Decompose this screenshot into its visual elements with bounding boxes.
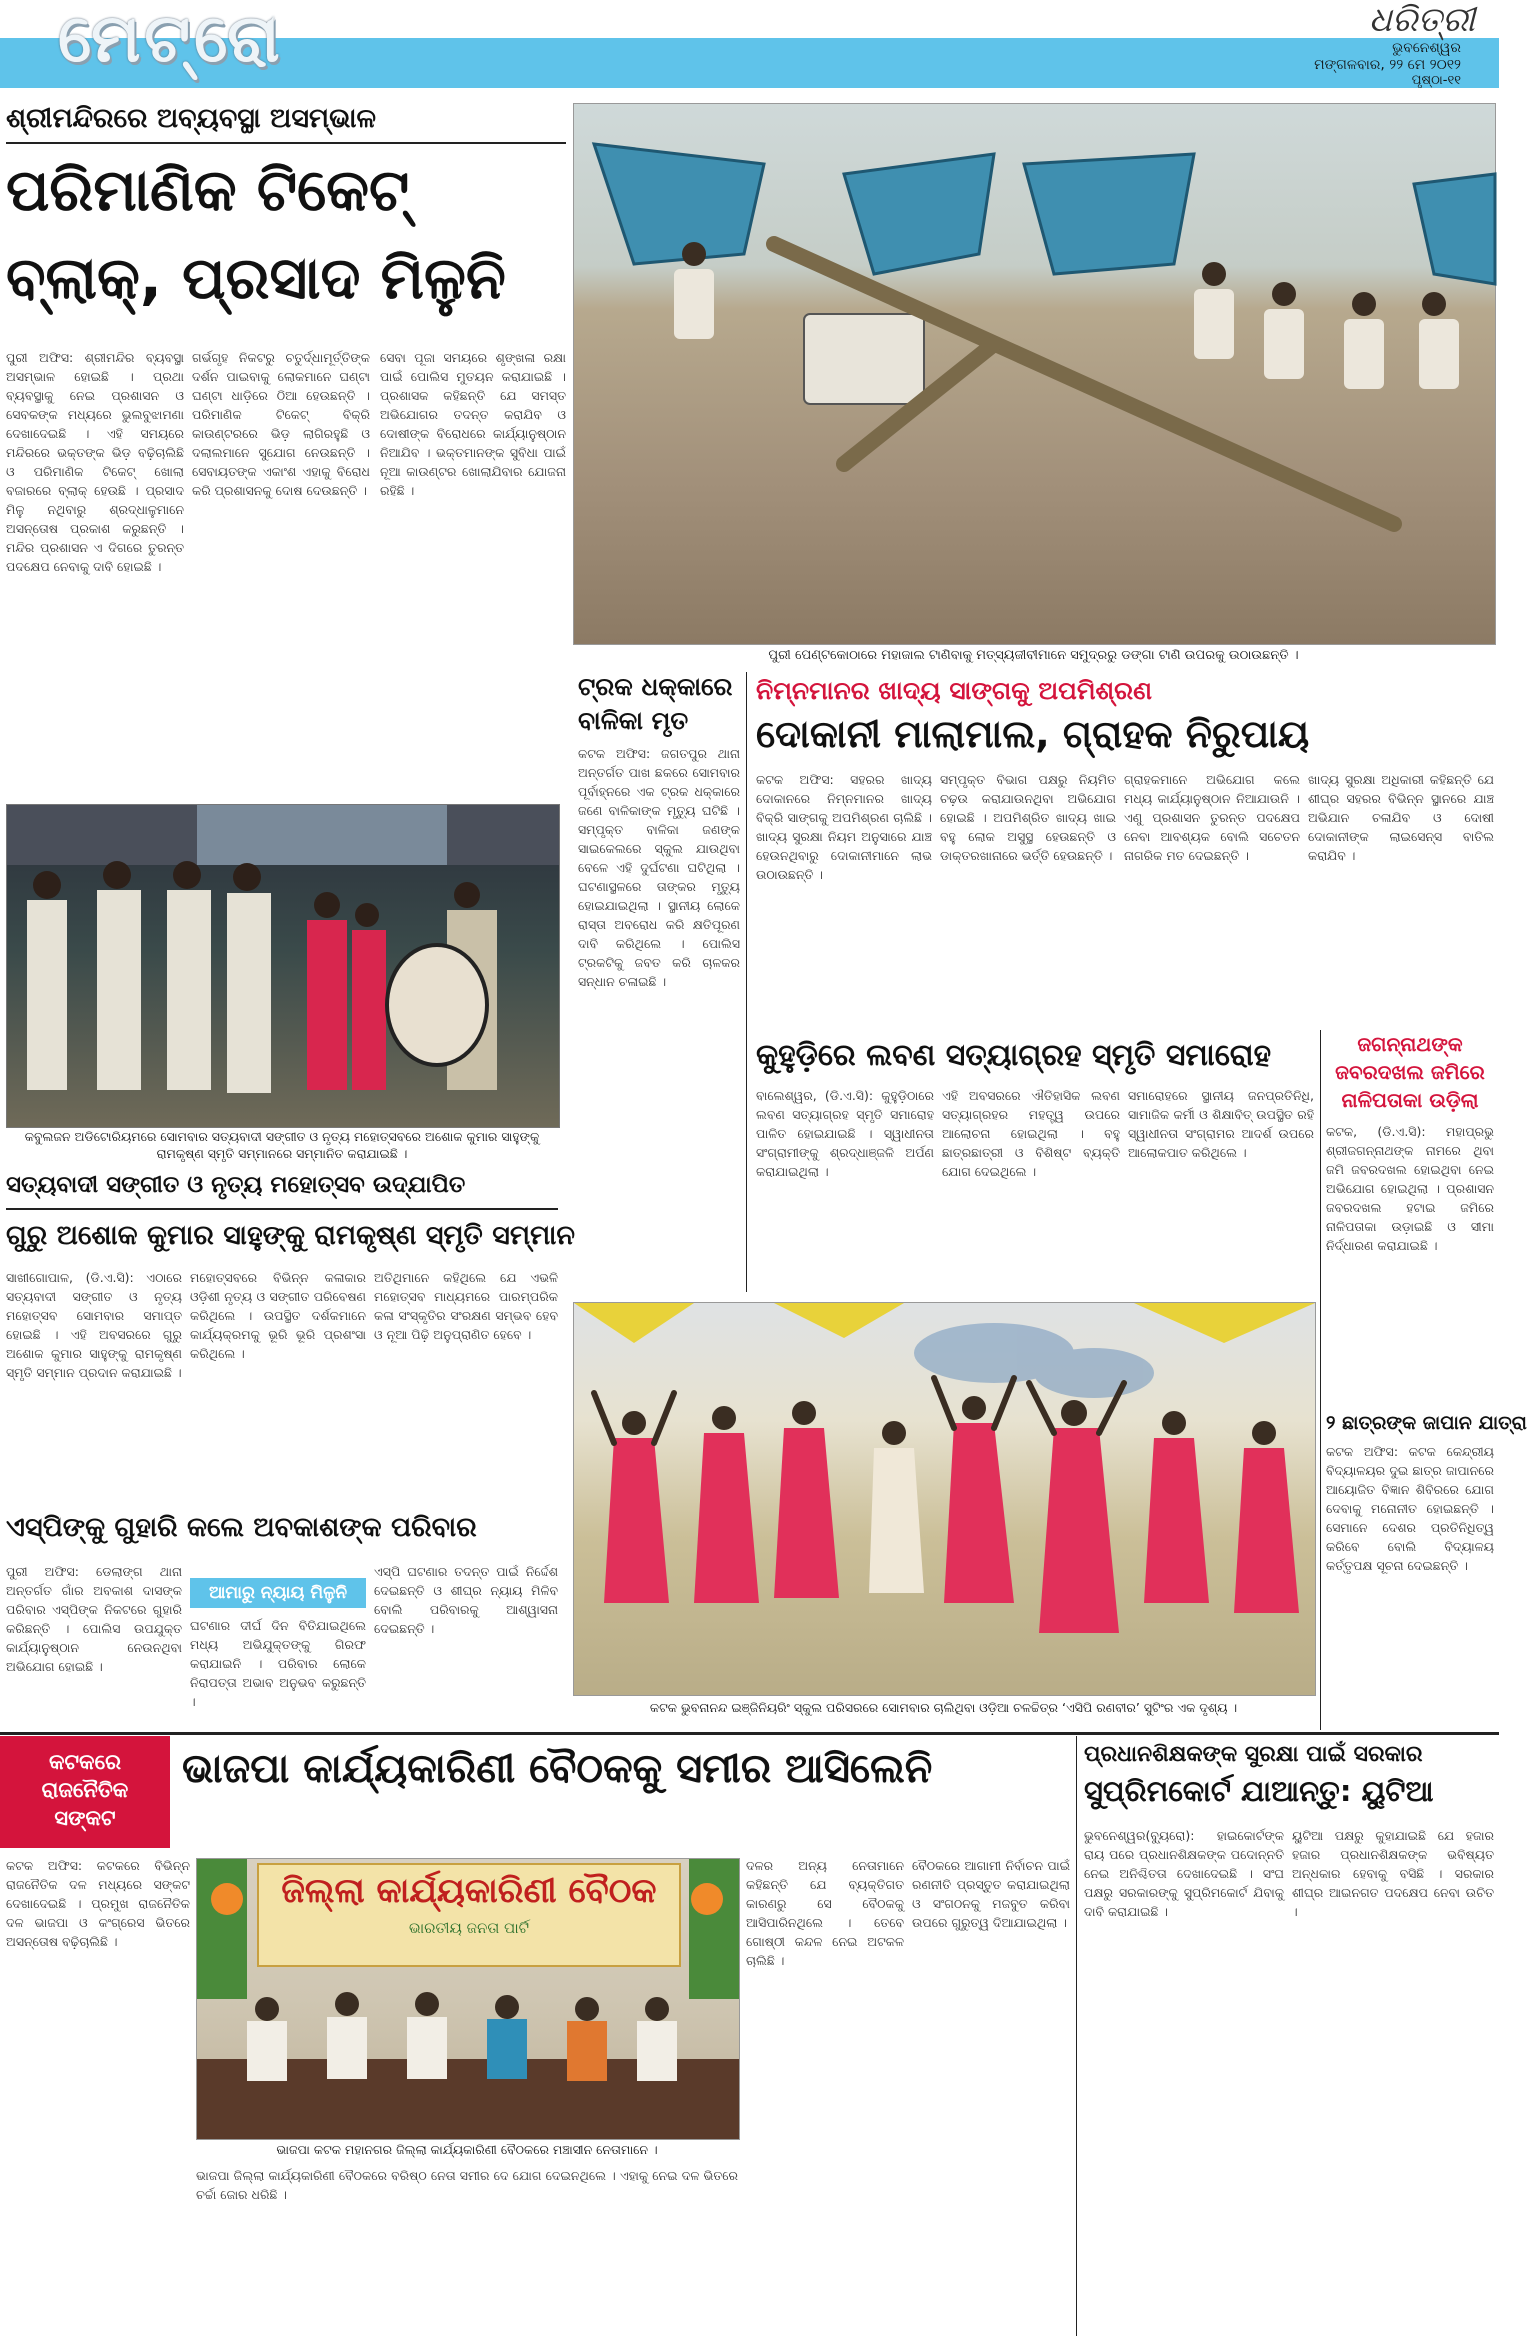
story9-flag — [0, 1736, 170, 1848]
story2-headline-line1: ଟ୍ରକ ଧକ୍କାରେ — [578, 672, 733, 701]
bjp-banner-title: ଜିଲ୍ଲା କାର୍ଯ୍ୟକାରିଣୀ ବୈଠକ — [281, 1871, 657, 1911]
story10-headline-line2: ସୁପ୍ରିମକୋର୍ଟ ଯାଆନ୍ତୁ: ୟୁଟିଆ — [1084, 1774, 1434, 1808]
story10-body-col2: ୟୁଟିଆ ପକ୍ଷରୁ କୁହାଯାଇଛି ଯେ ହଜାର ହଜାର ପ୍ରଧାନଶିକ୍ଷକଙ୍କ ଭବିଷ୍ୟତ ଅନ୍ଧକାର ହେବାକୁ ବସିଛି । ସରକାର ଶୀଘ୍ର ଆଇନଗତ ପଦକ୍ଷେପ ନେବା ଉଚିତ । — [1292, 1828, 1494, 1919]
story5-body-col1: ବାଲେଶ୍ୱର, (ଡି.ଏ.ସି): କୁହୁଡ଼ିଠାରେ ଲବଣ ସତ୍ୟାଗ୍ରହ ସ୍ମୃତି ସମାରୋହ ପାଳିତ ହୋଇଯାଇଛି । ସ୍ୱାଧୀନତା ସଂଗ୍ରାମୀଙ୍କୁ ଶ୍ରଦ୍ଧାଞ୍ଜଳି ଅର୍ପଣ କରାଯାଇଥିଲା । — [756, 1088, 934, 1179]
story9-body-col3: ଦଳର ଅନ୍ୟ ନେତାମାନେ କହିଛନ୍ତି ଯେ ବ୍ୟକ୍ତିଗତ କାରଣରୁ ସେ ବୈଠକକୁ ଆସିପାରିନଥିଲେ । ତେବେ ଗୋଷ୍ଠୀ କନ୍ଦଳ ନେଇ ଅଟକଳ ଚାଲିଛି । — [746, 1858, 904, 1968]
story9-flag-line1: କଟକରେ — [48, 1750, 122, 1774]
story4-kicker: ସତ୍ୟବାଦୀ ସଙ୍ଗୀତ ଓ ନୃତ୍ୟ ମହୋତ୍ସବ ଉଦ୍‌ଯାପିତ — [6, 1172, 466, 1198]
story1-body-col2: ଗର୍ଭଗୃହ ନିକଟରୁ ଚତୁର୍ଦ୍ଧାମୂର୍ତ୍ତିଙ୍କ ଦର୍ଶନ ପାଇବାକୁ ଲୋକମାନେ ଘଣ୍ଟା ଘଣ୍ଟା ଧାଡ଼ିରେ ଠିଆ ହେଉଛନ୍ତି । ପରିମାଣିକ ଟିକେଟ୍ ବିକ୍ରି କାଉଣ୍ଟରରେ ଭିଡ଼ ଲାଗିରହୁଛି ଓ ଦଲାଲମାନେ ସୁଯୋଗ ନେଉଛନ୍ତି । ସେବାୟତଙ୍କ ଏକାଂଶ ଏହାକୁ ବିରୋଧ କରି ପ୍ରଶାସନକୁ ଦୋଷ ଦେଉଛନ୍ତି । — [192, 350, 370, 498]
story6-kicker: ଜଗନ୍ନାଥଙ୍କ — [1357, 1032, 1463, 1056]
story8-pull-quote: ଆମାରୁ ନ୍ୟାୟ ମିଳୁନି — [190, 1578, 366, 1608]
award-ceremony-photo — [6, 804, 560, 1128]
story7-body: କଟକ ଅଫିସ: କଟକ କେନ୍ଦ୍ରୀୟ ବିଦ୍ୟାଳୟର ଦୁଇ ଛାତ୍ର ଜାପାନରେ ଆୟୋଜିତ ବିଜ୍ଞାନ ଶିବିରରେ ଯୋଗ ଦେବାକୁ ମନୋନୀତ ହୋଇଛନ୍ତି । ସେମାନେ ଦେଶର ପ୍ରତିନିଧିତ୍ୱ କରିବେ ବୋଲି ବିଦ୍ୟାଳୟ କର୍ତ୍ତୃପକ୍ଷ ସୂଚନା ଦେଇଛନ୍ତି । — [1326, 1444, 1494, 1573]
story9-headline: ଭାଜପା କାର୍ଯ୍ୟକାରିଣୀ ବୈଠକକୁ ସମୀର ଆସିଲେନି — [182, 1746, 933, 1792]
bottom-section-rule — [0, 1732, 1499, 1735]
story6-body: କଟକ, (ଡି.ଏ.ସି): ମହାପ୍ରଭୁ ଶ୍ରୀଜଗନ୍ନାଥଙ୍କ ନାମରେ ଥିବା ଜମି ଜବରଦଖଲ ହୋଇଥିବା ନେଇ ଅଭିଯୋଗ ହୋଇଥିଲା । ପ୍ରଶାସନ ଜବରଦଖଲ ହଟାଇ ଜମିରେ ନାଳିପତାକା ଉଡ଼ାଇଛି ଓ ସୀମା ନିର୍ଦ୍ଧାରଣ କରାଯାଇଛି । — [1326, 1124, 1494, 1253]
story9-body-col4: ବୈଠକରେ ଆଗାମୀ ନିର୍ବାଚନ ପାଇଁ ରଣନୀତି ପ୍ରସ୍ତୁତ କରାଯାଇଥିଲା ଓ ସଂଗଠନକୁ ମଜବୁତ କରିବା ଉପରେ ଗୁରୁତ୍ୱ ଦିଆଯାଇଥିଲା । — [912, 1858, 1070, 1930]
story8-body-col1: ପୁରୀ ଅଫିସ: ଡେଲାଙ୍ଗ ଥାନା ଅନ୍ତର୍ଗତ ଗାଁର ଅବକାଶ ଦାସଙ୍କ ପରିବାର ଏସ୍‌ପିଙ୍କ ନିକଟରେ ଗୁହାରି କରିଛନ୍ତି । ପୋଲିସ ଉପଯୁକ୍ତ କାର୍ଯ୍ୟାନୁଷ୍ଠାନ ନେଉନଥିବା ଅଭିଯୋଗ ହୋଇଛି । — [6, 1564, 182, 1674]
page-number: ପୃଷ୍ଠା-୧୧ — [1411, 73, 1461, 88]
film-shooting-photo — [573, 1302, 1316, 1696]
story4-body-col3: ଅତିଥିମାନେ କହିଥିଲେ ଯେ ଏଭଳି ମହୋତ୍ସବ ମାଧ୍ୟମରେ ପାରମ୍ପରିକ କଳା ସଂସ୍କୃତିର ସଂରକ୍ଷଣ ସମ୍ଭବ ହେବ ଓ ନୂଆ ପିଢ଼ି ଅନୁପ୍ରାଣିତ ହେବେ । — [374, 1270, 558, 1342]
story4-kicker-rule — [6, 1208, 558, 1210]
boats-photo-caption: ପୁରୀ ପେଣ୍ଟକୋଠାରେ ମହାଜାଲ ଟାଣିବାକୁ ମତ୍ସ୍ୟଜୀବୀମାନେ ସମୁଦ୍ରରୁ ଡଙ୍ଗା ଟାଣି ଉପରକୁ ଉଠାଉଛନ୍ତି । — [768, 648, 1299, 663]
story3-kicker: ନିମ୍ନମାନର ଖାଦ୍ୟ ସାଙ୍ଗକୁ ଅପମିଶ୍ରଣ — [756, 676, 1153, 705]
bjp-meeting-photo — [196, 1858, 740, 2140]
story5-headline: କୁହୁଡ଼ିରେ ଲବଣ ସତ୍ୟାଗ୍ରହ ସ୍ମୃତି ସମାରୋହ — [756, 1038, 1272, 1073]
section-title: ମେଟ୍ରୋ — [58, 0, 284, 77]
story8-headline: ଏସ୍‌ପିଙ୍କୁ ଗୁହାରି କଲେ ଅବକାଶଙ୍କ ପରିବାର — [6, 1512, 477, 1543]
award-ceremony-caption: କବୁଲଜନ ଅଡିଟୋରିୟମରେ ସୋମବାର ସତ୍ୟବାଦୀ ସଙ୍ଗୀତ ଓ ନୃତ୍ୟ ମହୋତ୍ସବରେ ଅଶୋକ କୁମାର ସାହୁଙ୍କୁ ରାମକୃଷ୍ଣ ସ୍ମୃତି ସମ୍ମାନରେ ସମ୍ମାନିତ କରାଯାଇଛି । — [24, 1129, 540, 1161]
story3-headline: ଦୋକାନୀ ମାଲାମାଲ, ଗ୍ରାହକ ନିରୁପାୟ — [756, 712, 1310, 756]
story1-kicker-rule — [6, 142, 566, 144]
story2-divider — [746, 672, 747, 1292]
dateline-city: ଭୁବନେଶ୍ୱର — [1392, 40, 1461, 56]
story1-kicker: ଶ୍ରୀମନ୍ଦିରରେ ଅବ୍ୟବସ୍ଥା ଅସମ୍ଭାଳ — [6, 103, 377, 134]
bjp-meeting-caption: ଭାଜପା କଟକ ମହାନଗର ଜିଲ୍ଲା କାର୍ଯ୍ୟକାରିଣୀ ବୈଠକରେ ମଞ୍ଚାସୀନ ନେତାମାନେ । — [276, 2142, 658, 2157]
story2-body: କଟକ ଅଫିସ: ଜଗତପୁର ଥାନା ଅନ୍ତର୍ଗତ ପାଖ ଛକରେ ସୋମବାର ପୂର୍ବାହ୍ନରେ ଏକ ଟ୍ରକ ଧକ୍କାରେ ଜଣେ ବାଳିକାଙ୍କ ମୃତ୍ୟୁ ଘଟିଛି । ସମ୍ପୃକ୍ତ ବାଳିକା ଜଣଙ୍କ ସାଇକେଲରେ ସ୍କୁଲ ଯାଉଥିବା ବେଳେ ଏହି ଦୁର୍ଘଟଣା ଘଟିଥିଲା । ଘଟଣାସ୍ଥଳରେ ତାଙ୍କର ମୃତ୍ୟୁ ହୋଇଯାଇଥିଲା । ସ୍ଥାନୀୟ ଲୋକେ ରାସ୍ତା ଅବରୋଧ କରି କ୍ଷତିପୂରଣ ଦାବି କରିଥିଲେ । ପୋଲିସ ଟ୍ରକଟିକୁ ଜବତ କରି ଚାଳକର ସନ୍ଧାନ ଚଳାଇଛି । — [578, 746, 740, 989]
story10-body-col1: ଭୁବନେଶ୍ୱର(ବ୍ୟୁରୋ): ହାଇକୋର୍ଟଙ୍କ ରାୟ ପରେ ପ୍ରଧାନଶିକ୍ଷକଙ୍କ ପଦୋନ୍ନତି ନେଇ ଅନିଶ୍ଚିତତା ଦେଖାଦେଇଛି । ସଂଘ ପକ୍ଷରୁ ସରକାରଙ୍କୁ ସୁପ୍ରିମକୋର୍ଟ ଯିବାକୁ ଦାବି କରାଯାଇଛି । — [1084, 1828, 1284, 1919]
story8-body-col2: ଘଟଣାର ଦୀର୍ଘ ଦିନ ବିତିଯାଇଥିଲେ ମଧ୍ୟ ଅଭିଯୁକ୍ତଙ୍କୁ ଗିରଫ କରାଯାଇନି । ପରିବାର ଲୋକେ ନିରାପତ୍ତା ଅଭାବ ଅନୁଭବ କରୁଛନ୍ତି । — [190, 1618, 366, 1709]
story1-body-col1: ପୁରୀ ଅଫିସ: ଶ୍ରୀମନ୍ଦିର ବ୍ୟବସ୍ଥା ଅସମ୍ଭାଳ ହୋଇଛି । ପ୍ରଥା ବ୍ୟବସ୍ଥାକୁ ନେଇ ପ୍ରଶାସନ ଓ ସେବକଙ୍କ ମଧ୍ୟରେ ଭୁଲବୁଝାମଣା ଦେଖାଦେଇଛି । ଏହି ସମୟରେ ମନ୍ଦିରରେ ଭକ୍ତଙ୍କ ଭିଡ଼ ବଢ଼ିଚାଲିଛି ଓ ପରିମାଣିକ ଟିକେଟ୍ ଖୋଲା ବଜାରରେ ବ୍ଲାକ୍ ହେଉଛି । ପ୍ରସାଦ ମିଳୁ ନଥିବାରୁ ଶ୍ରଦ୍ଧାଳୁମାନେ ଅସନ୍ତୋଷ ପ୍ରକାଶ କରୁଛନ୍ତି । ମନ୍ଦିର ପ୍ରଶାସନ ଏ ଦିଗରେ ତୁରନ୍ତ ପଦକ୍ଷେପ ନେବାକୁ ଦାବି ହୋଇଛି । — [6, 350, 184, 574]
story10-headline-line1: ପ୍ରଧାନଶିକ୍ଷକଙ୍କ ସୁରକ୍ଷା ପାଇଁ ସରକାର — [1084, 1742, 1423, 1767]
story4-headline: ଗୁରୁ ଅଶୋକ କୁମାର ସାହୁଙ୍କୁ ରାମକୃଷ୍ଣ ସ୍ମୃତି ସମ୍ମାନ — [6, 1220, 575, 1251]
story3-body-col3: ଗ୍ରାହକମାନେ ଅଭିଯୋଗ କଲେ ମଧ୍ୟ କାର୍ଯ୍ୟାନୁଷ୍ଠାନ ନିଆଯାଉନି । ଏଣୁ ପ୍ରଶାସନ ତୁରନ୍ତ ପଦକ୍ଷେପ ନେବା ଆବଶ୍ୟକ ବୋଲି ସଚେତନ ନାଗରିକ ମତ ଦେଇଛନ୍ତି । — [1124, 772, 1300, 863]
story5-body-col2: ଏହି ଅବସରରେ ଐତିହାସିକ ଲବଣ ସତ୍ୟାଗ୍ରହର ମହତ୍ତ୍ୱ ଉପରେ ଆଲୋଚନା ହୋଇଥିଲା । ବହୁ ଛାତ୍ରଛାତ୍ରୀ ଓ ବିଶିଷ୍ଟ ବ୍ୟକ୍ତି ଯୋଗ ଦେଇଥିଲେ । — [942, 1088, 1120, 1179]
story2-headline-line2: ବାଳିକା ମୃତ — [578, 706, 689, 735]
story5-body-col3: ସମାରୋହରେ ସ୍ଥାନୀୟ ଜନପ୍ରତିନିଧି, ସାମାଜିକ କର୍ମୀ ଓ ଶିକ୍ଷାବିତ୍ ଉପସ୍ଥିତ ରହି ସ୍ୱାଧୀନତା ସଂଗ୍ରାମର ଆଦର୍ଶ ଉପରେ ଆଲୋକପାତ କରିଥିଲେ । — [1128, 1088, 1314, 1160]
right-column-divider — [1320, 1030, 1321, 1730]
bjp-banner-subtitle: ଭାରତୀୟ ଜନତା ପାର୍ଟି — [408, 1919, 530, 1937]
story3-body-col1: କଟକ ଅଫିସ: ସହରର ଖାଦ୍ୟ ଦୋକାନରେ ନିମ୍ନମାନର ଖାଦ୍ୟ ବିକ୍ରି ସାଙ୍ଗକୁ ଅପମିଶ୍ରଣ ଚାଲିଛି । ଖାଦ୍ୟ ସୁରକ୍ଷା ନିୟମ ଅନୁସାରେ ଯାଞ୍ଚ ହେଉନଥିବାରୁ ଦୋକାନୀମାନେ ଲାଭ ଉଠାଉଛନ୍ତି । — [756, 772, 932, 882]
story9-body-col1: କଟକ ଅଫିସ: କଟକରେ ବିଭିନ୍ନ ରାଜନୈତିକ ଦଳ ମଧ୍ୟରେ ସଙ୍କଟ ଦେଖାଦେଇଛି । ପ୍ରମୁଖ ରାଜନୈତିକ ଦଳ ଭାଜପା ଓ କଂଗ୍ରେସ ଭିତରେ ଅସନ୍ତୋଷ ବଢ଼ିଚାଲିଛି । — [6, 1858, 190, 1949]
bottom-right-divider — [1076, 1736, 1077, 2336]
boats-photo — [573, 103, 1496, 645]
story3-body-col2: ସମ୍ପୃକ୍ତ ବିଭାଗ ପକ୍ଷରୁ ନିୟମିତ ଚଢ଼ଉ କରାଯାଉନଥିବା ଅଭିଯୋଗ ହୋଇଛି । ଅପମିଶ୍ରିତ ଖାଦ୍ୟ ଖାଇ ବହୁ ଲୋକ ଅସୁସ୍ଥ ହେଉଛନ୍ତି ଓ ଡାକ୍ତରଖାନାରେ ଭର୍ତ୍ତି ହେଉଛନ୍ତି । — [940, 772, 1116, 863]
story4-body-col2: ମହୋତ୍ସବରେ ବିଭିନ୍ନ କଳାକାର ଓଡ଼ିଶୀ ନୃତ୍ୟ ଓ ସଙ୍ଗୀତ ପରିବେଷଣ କରିଥିଲେ । ଉପସ୍ଥିତ ଦର୍ଶକମାନେ କାର୍ଯ୍ୟକ୍ରମକୁ ଭୂରି ଭୂରି ପ୍ରଶଂସା କରିଥିଲେ । — [190, 1270, 366, 1361]
story9-flag-line3: ସଙ୍କଟ — [54, 1806, 116, 1830]
story1-headline-line2: ବ୍ଲାକ୍, ପ୍ରସାଦ ମିଳୁନି — [6, 244, 506, 312]
story9-body-col2: ଭାଜପା ଜିଲ୍ଲା କାର୍ଯ୍ୟକାରିଣୀ ବୈଠକରେ ବରିଷ୍ଠ ନେତା ସମୀର ଦେ ଯୋଗ ଦେଇନଥିଲେ । ଏହାକୁ ନେଇ ଦଳ ଭିତରେ ଚର୍ଚ୍ଚା ଜୋର ଧରିଛି । — [196, 2168, 738, 2202]
story6-headline-line2: ନାଳିପତାକା ଉଡ଼ିଲା — [1341, 1088, 1479, 1112]
dateline-date: ମଙ୍ଗଳବାର, ୨୨ ମେ ୨୦୧୨ — [1314, 57, 1461, 73]
story6-headline-line1: ଜବରଦଖଲ ଜମିରେ — [1335, 1060, 1485, 1084]
paper-name-logo: ଧରିତ୍ରୀ — [1368, 0, 1475, 40]
story1-headline-line1: ପରିମାଣିକ ଟିକେଟ୍ — [6, 156, 410, 224]
story7-headline: ୨ ଛାତ୍ରଙ୍କ ଜାପାନ ଯାତ୍ରା — [1326, 1412, 1527, 1434]
story4-body-col1: ସାଖୀଗୋପାଳ, (ଡି.ଏ.ସି): ଏଠାରେ ସତ୍ୟବାଦୀ ସଙ୍ଗୀତ ଓ ନୃତ୍ୟ ମହୋତ୍ସବ ସୋମବାର ସମାପ୍ତ ହୋଇଛି । ଏହି ଅବସରରେ ଗୁରୁ ଅଶୋକ କୁମାର ସାହୁଙ୍କୁ ରାମକୃଷ୍ଣ ସ୍ମୃତି ସମ୍ମାନ ପ୍ରଦାନ କରାଯାଇଛି । — [6, 1270, 182, 1380]
story1-body-col3: ସେବା ପୂଜା ସମୟରେ ଶୃଙ୍ଖଳା ରକ୍ଷା ପାଇଁ ପୋଲିସ ମୁତୟନ କରାଯାଇଛି । ପ୍ରଶାସକ କହିଛନ୍ତି ଯେ ସମସ୍ତ ଅଭିଯୋଗର ତଦନ୍ତ କରାଯିବ ଓ ଦୋଷୀଙ୍କ ବିରୋଧରେ କାର୍ଯ୍ୟାନୁଷ୍ଠାନ ନିଆଯିବ । ଭକ୍ତମାନଙ୍କ ସୁବିଧା ପାଇଁ ନୂଆ କାଉଣ୍ଟର ଖୋଲାଯିବାର ଯୋଜନା ରହିଛି । — [380, 350, 566, 498]
film-shooting-caption: କଟକ ଭୁବନାନନ୍ଦ ଇଞ୍ଜିନିୟରିଂ ସ୍କୁଲ ପରିସରରେ ସୋମବାର ଚାଲିଥିବା ଓଡ଼ିଆ ଚଳଚ୍ଚିତ୍ର ‘ଏସିପି ରଣବୀର’ ସୁଟିଂର ଏକ ଦୃଶ୍ୟ । — [649, 1700, 1238, 1715]
story9-flag-line2: ରାଜନୈତିକ — [41, 1778, 129, 1802]
story8-body-col3: ଏସ୍‌ପି ଘଟଣାର ତଦନ୍ତ ପାଇଁ ନିର୍ଦ୍ଦେଶ ଦେଇଛନ୍ତି ଓ ଶୀଘ୍ର ନ୍ୟାୟ ମିଳିବ ବୋଲି ପରିବାରକୁ ଆଶ୍ୱାସନା ଦେଇଛନ୍ତି । — [374, 1564, 558, 1636]
story3-body-col4: ଖାଦ୍ୟ ସୁରକ୍ଷା ଅଧିକାରୀ କହିଛନ୍ତି ଯେ ଶୀଘ୍ର ସହରର ବିଭିନ୍ନ ସ୍ଥାନରେ ଯାଞ୍ଚ ଅଭିଯାନ ଚଳାଯିବ ଓ ଦୋଷୀ ଦୋକାନୀଙ୍କ ଲାଇସେନ୍ସ ବାତିଲ କରାଯିବ । — [1308, 772, 1494, 863]
